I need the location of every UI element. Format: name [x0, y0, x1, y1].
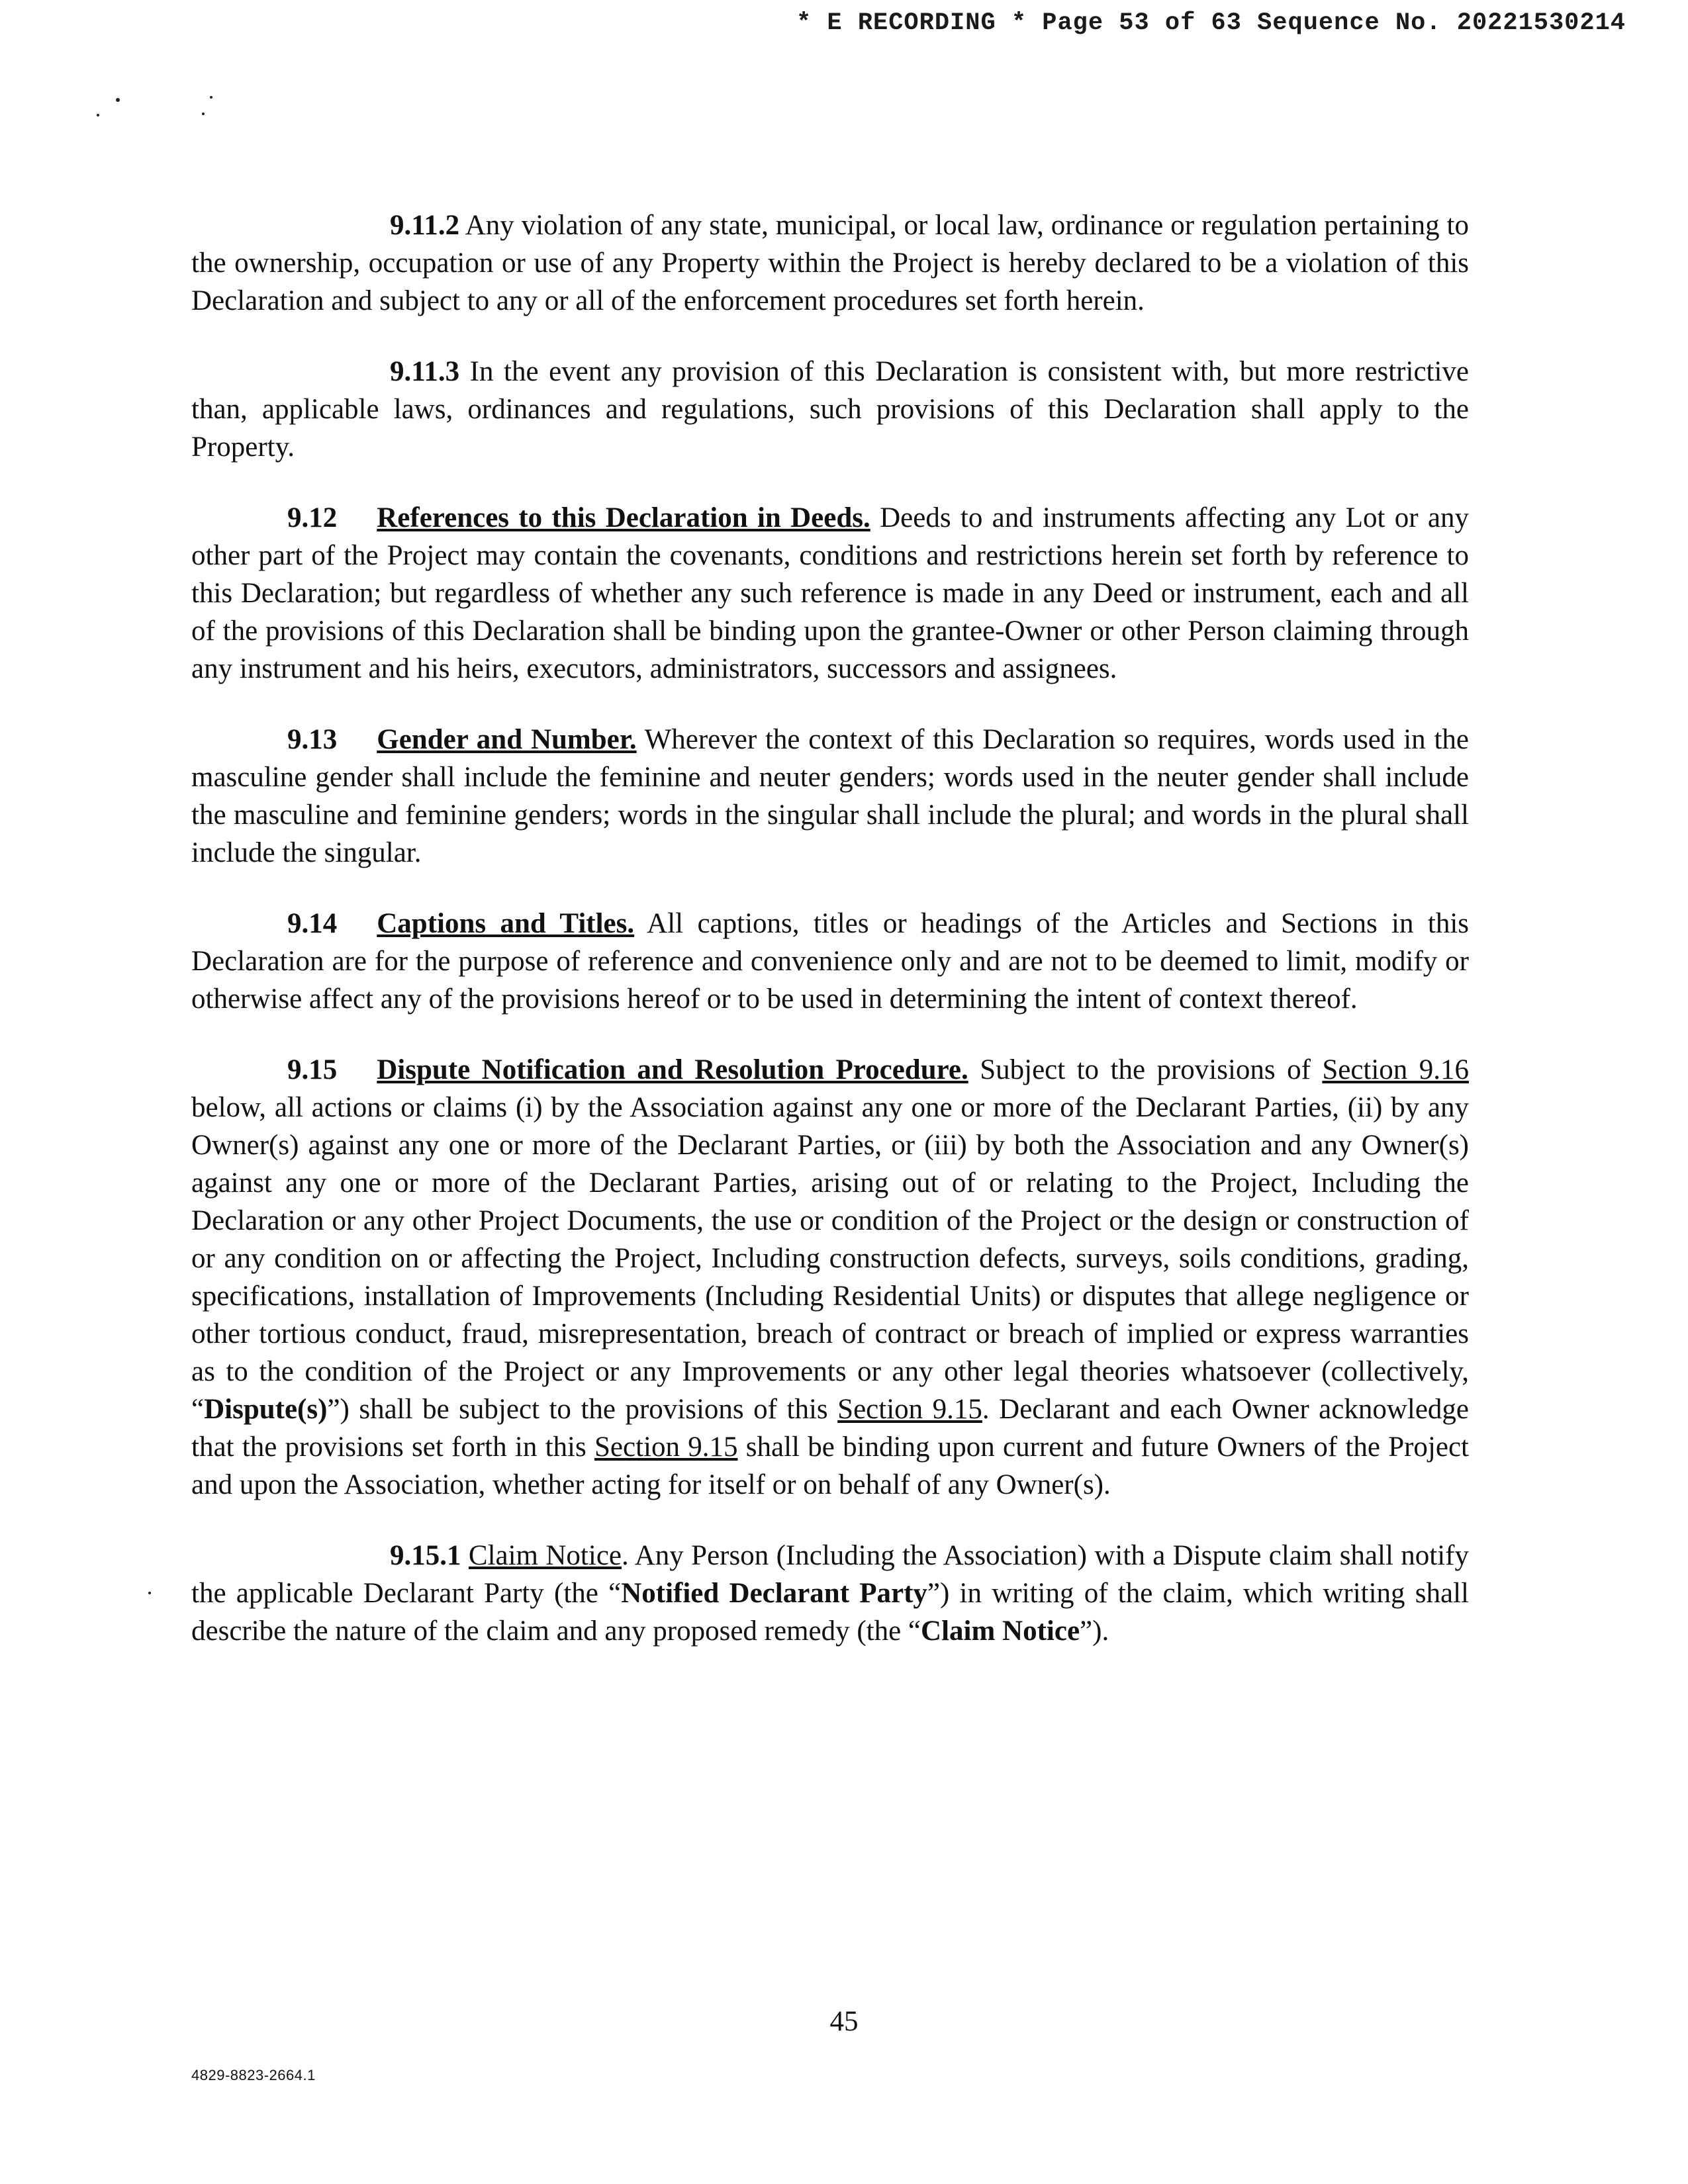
- section-text: All captions, titles or headings of the Articles and Sections in this Declaration are for the purpose of reference and convenience only and are not to be deemed to limit, modify or otherwise affect any of the provisions hereof or to be used in determining the intent of context thereof.: [191, 908, 1469, 1015]
- section-reference: Section 9.15: [837, 1394, 982, 1425]
- section-text: Deeds to and instruments affecting any Lot or any other part of the Project may contain the covenants, conditions and restrictions herein set forth by reference to this Declaration; but regardless of whether any such reference is made in any Deed or instrument, each and all of the provisions of this Declaration shall be binding upon the grantee-Owner or other Person claiming through any instrument and his heirs, executors, administrators, successors and assignees.: [191, 502, 1470, 684]
- document-body: [191, 206, 1469, 1683]
- section-reference: Section 9.15: [594, 1432, 738, 1463]
- scan-speck-mark: [97, 114, 99, 116]
- section-9-12: [191, 499, 1469, 688]
- section-text: . Any Person (Including the Association) with a Dispute claim shall notify the applicable Declarant Party (the “: [191, 1540, 1469, 1609]
- section-text: In the event any provision of this Declaration is consistent with, but more restrictive than, applicable laws, ordinances and regulations, such provisions of this Declaration shall apply to the Property.: [191, 356, 1470, 463]
- section-9-15: [191, 1051, 1469, 1504]
- section-9-14: [191, 905, 1469, 1018]
- defined-term: Notified Declarant Party: [621, 1578, 927, 1609]
- section-9-11-3: [191, 353, 1469, 466]
- recording-stamp: * E RECORDING * Page 53 of 63 Sequence No. 20221530214: [796, 9, 1626, 37]
- section-number: 9.13: [287, 724, 338, 755]
- scan-speck-mark: [116, 98, 120, 102]
- page-number: 45: [829, 2006, 859, 2037]
- scan-speck-mark: [210, 96, 212, 99]
- section-9-13: [191, 721, 1469, 872]
- section-heading: Dispute Notification and Resolution Procedure.: [377, 1054, 968, 1085]
- section-text: Subject to the provisions of: [980, 1054, 1311, 1085]
- document-id: 4829-8823-2664.1: [191, 2067, 316, 2083]
- section-number: 9.15: [287, 1054, 338, 1085]
- defined-term: Dispute(s): [204, 1394, 328, 1425]
- section-9-15-1: [191, 1537, 1469, 1650]
- section-number: 9.11.3: [390, 356, 460, 387]
- scan-speck-mark: [202, 113, 205, 115]
- scan-speck-mark: [148, 1592, 151, 1594]
- section-text: Any violation of any state, municipal, or local law, ordinance or regulation pertaining to the ownership, occupation or use of any Property within the Project is hereby declared to be a violation of this Declaration and subject to any or all of the enforcement procedures set forth herein.: [191, 210, 1469, 316]
- defined-term: Claim Notice: [921, 1615, 1080, 1647]
- section-text: ”) in writing of the claim, which writing shall describe the nature of the claim and any proposed remedy (the “: [191, 1578, 1469, 1647]
- section-text: . Declarant and each Owner acknowledge that the provisions set forth in this: [191, 1394, 1470, 1463]
- section-text: ”).: [1080, 1615, 1109, 1647]
- section-text: below, all actions or claims (i) by the Association against any one or more of the Declarant Parties, (ii) by any Owner(s) against any one or more of the Declarant Parties, or (iii) by both the Association and any Owner(s) against any one or more of the Declarant Parties, arising out of or relating to the Project, Including the Declaration or any other Project Documents, the use or condition of the Project or the design or construction of or any condition on or affecting the Project, Including construction defects, surveys, soils conditions, grading, specifications, installation of Improvements (Including Residential Units) or disputes that allege negligence or other tortious conduct, fraud, misrepresentation, breach of contract or breach of implied or express warranties as to the condition of the Project or any Improvements or any other legal theories whatsoever (collectively, “: [191, 1092, 1469, 1425]
- section-reference: Section 9.16: [1322, 1054, 1469, 1085]
- section-number: 9.15.1: [390, 1540, 461, 1571]
- section-text: Wherever the context of this Declaration so requires, words used in the masculine gender shall include the feminine and neuter genders; words used in the neuter gender shall include the masculine and feminine genders; words in the singular shall include the plural; and words in the plural shall include the singular.: [191, 724, 1469, 868]
- section-number: 9.11.2: [390, 210, 460, 241]
- section-text: ”) shall be subject to the provisions of this: [327, 1394, 828, 1425]
- section-9-11-2: [191, 206, 1469, 320]
- section-subheading: Claim Notice: [468, 1540, 622, 1571]
- section-heading: Captions and Titles.: [377, 908, 635, 939]
- section-number: 9.14: [287, 908, 338, 939]
- section-heading: Gender and Number.: [377, 724, 637, 755]
- section-heading: References to this Declaration in Deeds.: [377, 502, 870, 533]
- section-number: 9.12: [287, 502, 338, 533]
- section-text: shall be binding upon current and future Owners of the Project and upon the Association, whether acting for itself or on behalf of any Owner(s).: [191, 1432, 1469, 1500]
